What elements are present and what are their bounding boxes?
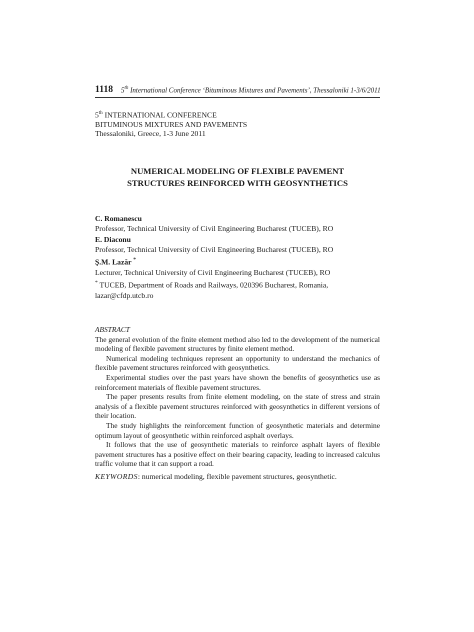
keywords-line: [95, 472, 380, 482]
contact-mark: *: [95, 280, 98, 287]
conference-ordinal: 5: [95, 110, 99, 120]
author-affiliation: Professor, Technical University of Civil Engineering Bucharest (TUCEB), RO: [95, 224, 334, 234]
author-name-text: E. Diaconu: [95, 234, 131, 244]
author-affiliation: Lecturer, Technical University of Civil Engineering Bucharest (TUCEB), RO: [95, 268, 331, 278]
author-name: [95, 214, 385, 224]
contact-address: [95, 278, 385, 291]
keywords-label: KEYWORDS: [95, 471, 138, 481]
abstract-paragraph: The paper presents results from finite element modeling, on the state of stress and strain analysis of a flexible pavement structures reinforced with geosynthetics in different versions of their location.: [95, 392, 380, 421]
contact-address-text: TUCEB, Department of Roads and Railways, 020396 Bucharest, Romania,: [97, 280, 329, 290]
abstract-section: [95, 325, 380, 482]
author-name: [95, 255, 385, 268]
running-header: [95, 84, 380, 95]
abstract-heading: ABSTRACT: [95, 325, 130, 334]
header-ordinal-suffix: th: [124, 86, 129, 91]
abstract-paragraph: It follows that the use of geosynthetic materials to reinforce asphalt layers of flexible pavement structures has a positive effect on their bearing capacity, leading to increased calculus traffic volume that it can support a road.: [95, 440, 380, 469]
page-number: 1118: [95, 85, 113, 96]
author-name-text: Ş.M. Lazăr: [95, 257, 132, 267]
corresponding-author-mark: *: [133, 257, 137, 264]
conference-line-3: Thessaloniki, Greece, 1-3 June 2011: [95, 128, 206, 138]
abstract-paragraph: Numerical modeling techniques represent an opportunity to understand the mechanics of flexible pavement structures reinforced with geosynthetics.: [95, 353, 380, 373]
abstract-paragraph: Experimental studies over the past years have shown the benefits of geosynthetics use as reinforcement materials of flexible pavement structures.: [95, 372, 380, 392]
keywords-text: : numerical modeling, flexible pavement structures, geosynthetic.: [137, 471, 337, 481]
abstract-paragraph: The study highlights the reinforcement function of geosynthetic materials and determine optimum layout of geosynthetic within reinforced asphalt overlays.: [95, 420, 380, 440]
abstract-paragraph: The general evolution of the finite element method also led to the development of the numerical modeling of flexible pavement structures by finite element method.: [95, 334, 380, 354]
contact-email: lazar@cfdp.utcb.ro: [95, 291, 154, 301]
conference-line-2: BITUMINOUS MIXTURES AND PAVEMENTS: [95, 119, 248, 129]
header-ordinal: 5: [120, 86, 125, 95]
conference-line-1: [95, 109, 247, 120]
author-name-text: C. Romanescu: [95, 214, 142, 223]
title-line-2: STRUCTURES REINFORCED WITH GEOSYNTHETICS: [127, 178, 348, 188]
author-name: [95, 235, 385, 245]
header-rule: [95, 97, 380, 98]
header-conference-text: International Conference ‘Bituminous Mixtures and Pavements’, Thessaloniki 1-3/6/2011: [128, 86, 381, 95]
author-block: [95, 214, 385, 301]
title-line-1: NUMERICAL MODELING OF FLEXIBLE PAVEMENT: [130, 166, 345, 176]
paper-title: [95, 165, 380, 189]
conference-block: [95, 109, 247, 138]
conference-ordinal-suffix: th: [98, 111, 103, 116]
conference-name: INTERNATIONAL CONFERENCE: [102, 110, 217, 120]
author-affiliation: Professor, Technical University of Civil Engineering Bucharest (TUCEB), RO: [95, 244, 334, 254]
